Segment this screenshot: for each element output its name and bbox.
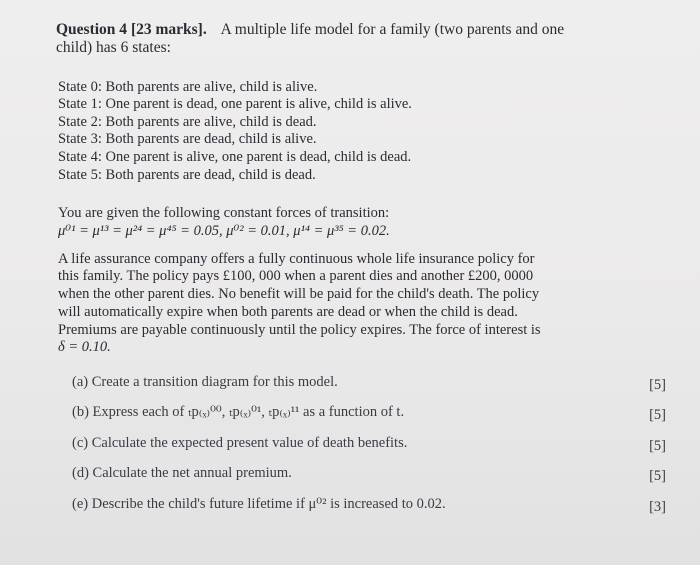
part-e-mark: [3]: [649, 499, 666, 515]
state-4: State 4: One parent is alive, one parent is dead, child is dead.: [58, 149, 412, 165]
part-a: (a) Create a transition diagram for this model.: [72, 374, 338, 390]
forces-formula: μ⁰¹ = μ¹³ = μ²⁴ = μ⁴⁵ = 0.05, μ⁰² = 0.01, μ¹⁴ = μ³⁵ = 0.02.: [58, 223, 390, 239]
part-d-mark: [5]: [649, 468, 666, 484]
state-3: State 3: Both parents are dead, child is alive.: [58, 131, 317, 147]
policy-line-6: δ = 0.10.: [58, 339, 111, 355]
policy-line-2: this family. The policy pays £100, 000 when a parent dies and another £200, 0000: [58, 268, 534, 284]
part-e: (e) Describe the child's future lifetime if μ⁰² is increased to 0.02.: [72, 496, 446, 512]
part-d: (d) Calculate the net annual premium.: [72, 465, 292, 481]
state-2: State 2: Both parents are alive, child is dead.: [58, 114, 317, 130]
question-heading: [56, 20, 564, 39]
policy-line-1: A life assurance company offers a fully continuous whole life insurance policy for: [58, 251, 535, 267]
part-c-mark: [5]: [649, 438, 666, 454]
question-intro-line1: A multiple life model for a family (two parents and one: [220, 21, 565, 38]
policy-line-4: will automatically expire when both parents are dead or when the child is dead.: [58, 304, 518, 320]
question-label: Question 4: [56, 21, 128, 38]
part-a-mark: [5]: [649, 377, 666, 393]
forces-intro: You are given the following constant forces of transition:: [58, 205, 390, 221]
state-1: State 1: One parent is dead, one parent is alive, child is alive.: [58, 96, 412, 112]
question-intro-line2: child) has 6 states:: [56, 39, 171, 56]
state-5: State 5: Both parents are dead, child is dead.: [58, 167, 316, 183]
part-c: (c) Calculate the expected present value of death benefits.: [72, 435, 408, 451]
part-b-mark: [5]: [649, 407, 666, 423]
policy-line-5: Premiums are payable continuously until the policy expires. The force of interest is: [58, 322, 541, 338]
part-b: (b) Express each of ₜp₍ₓ₎⁰⁰, ₜp₍ₓ₎⁰¹, ₜp₍ₓ₎¹¹ as a function of t.: [72, 404, 405, 420]
question-marks: [23 marks].: [130, 21, 207, 38]
state-0: State 0: Both parents are alive, child is alive.: [58, 79, 318, 95]
policy-line-3: when the other parent dies. No benefit will be paid for the child's death. The policy: [58, 286, 540, 302]
